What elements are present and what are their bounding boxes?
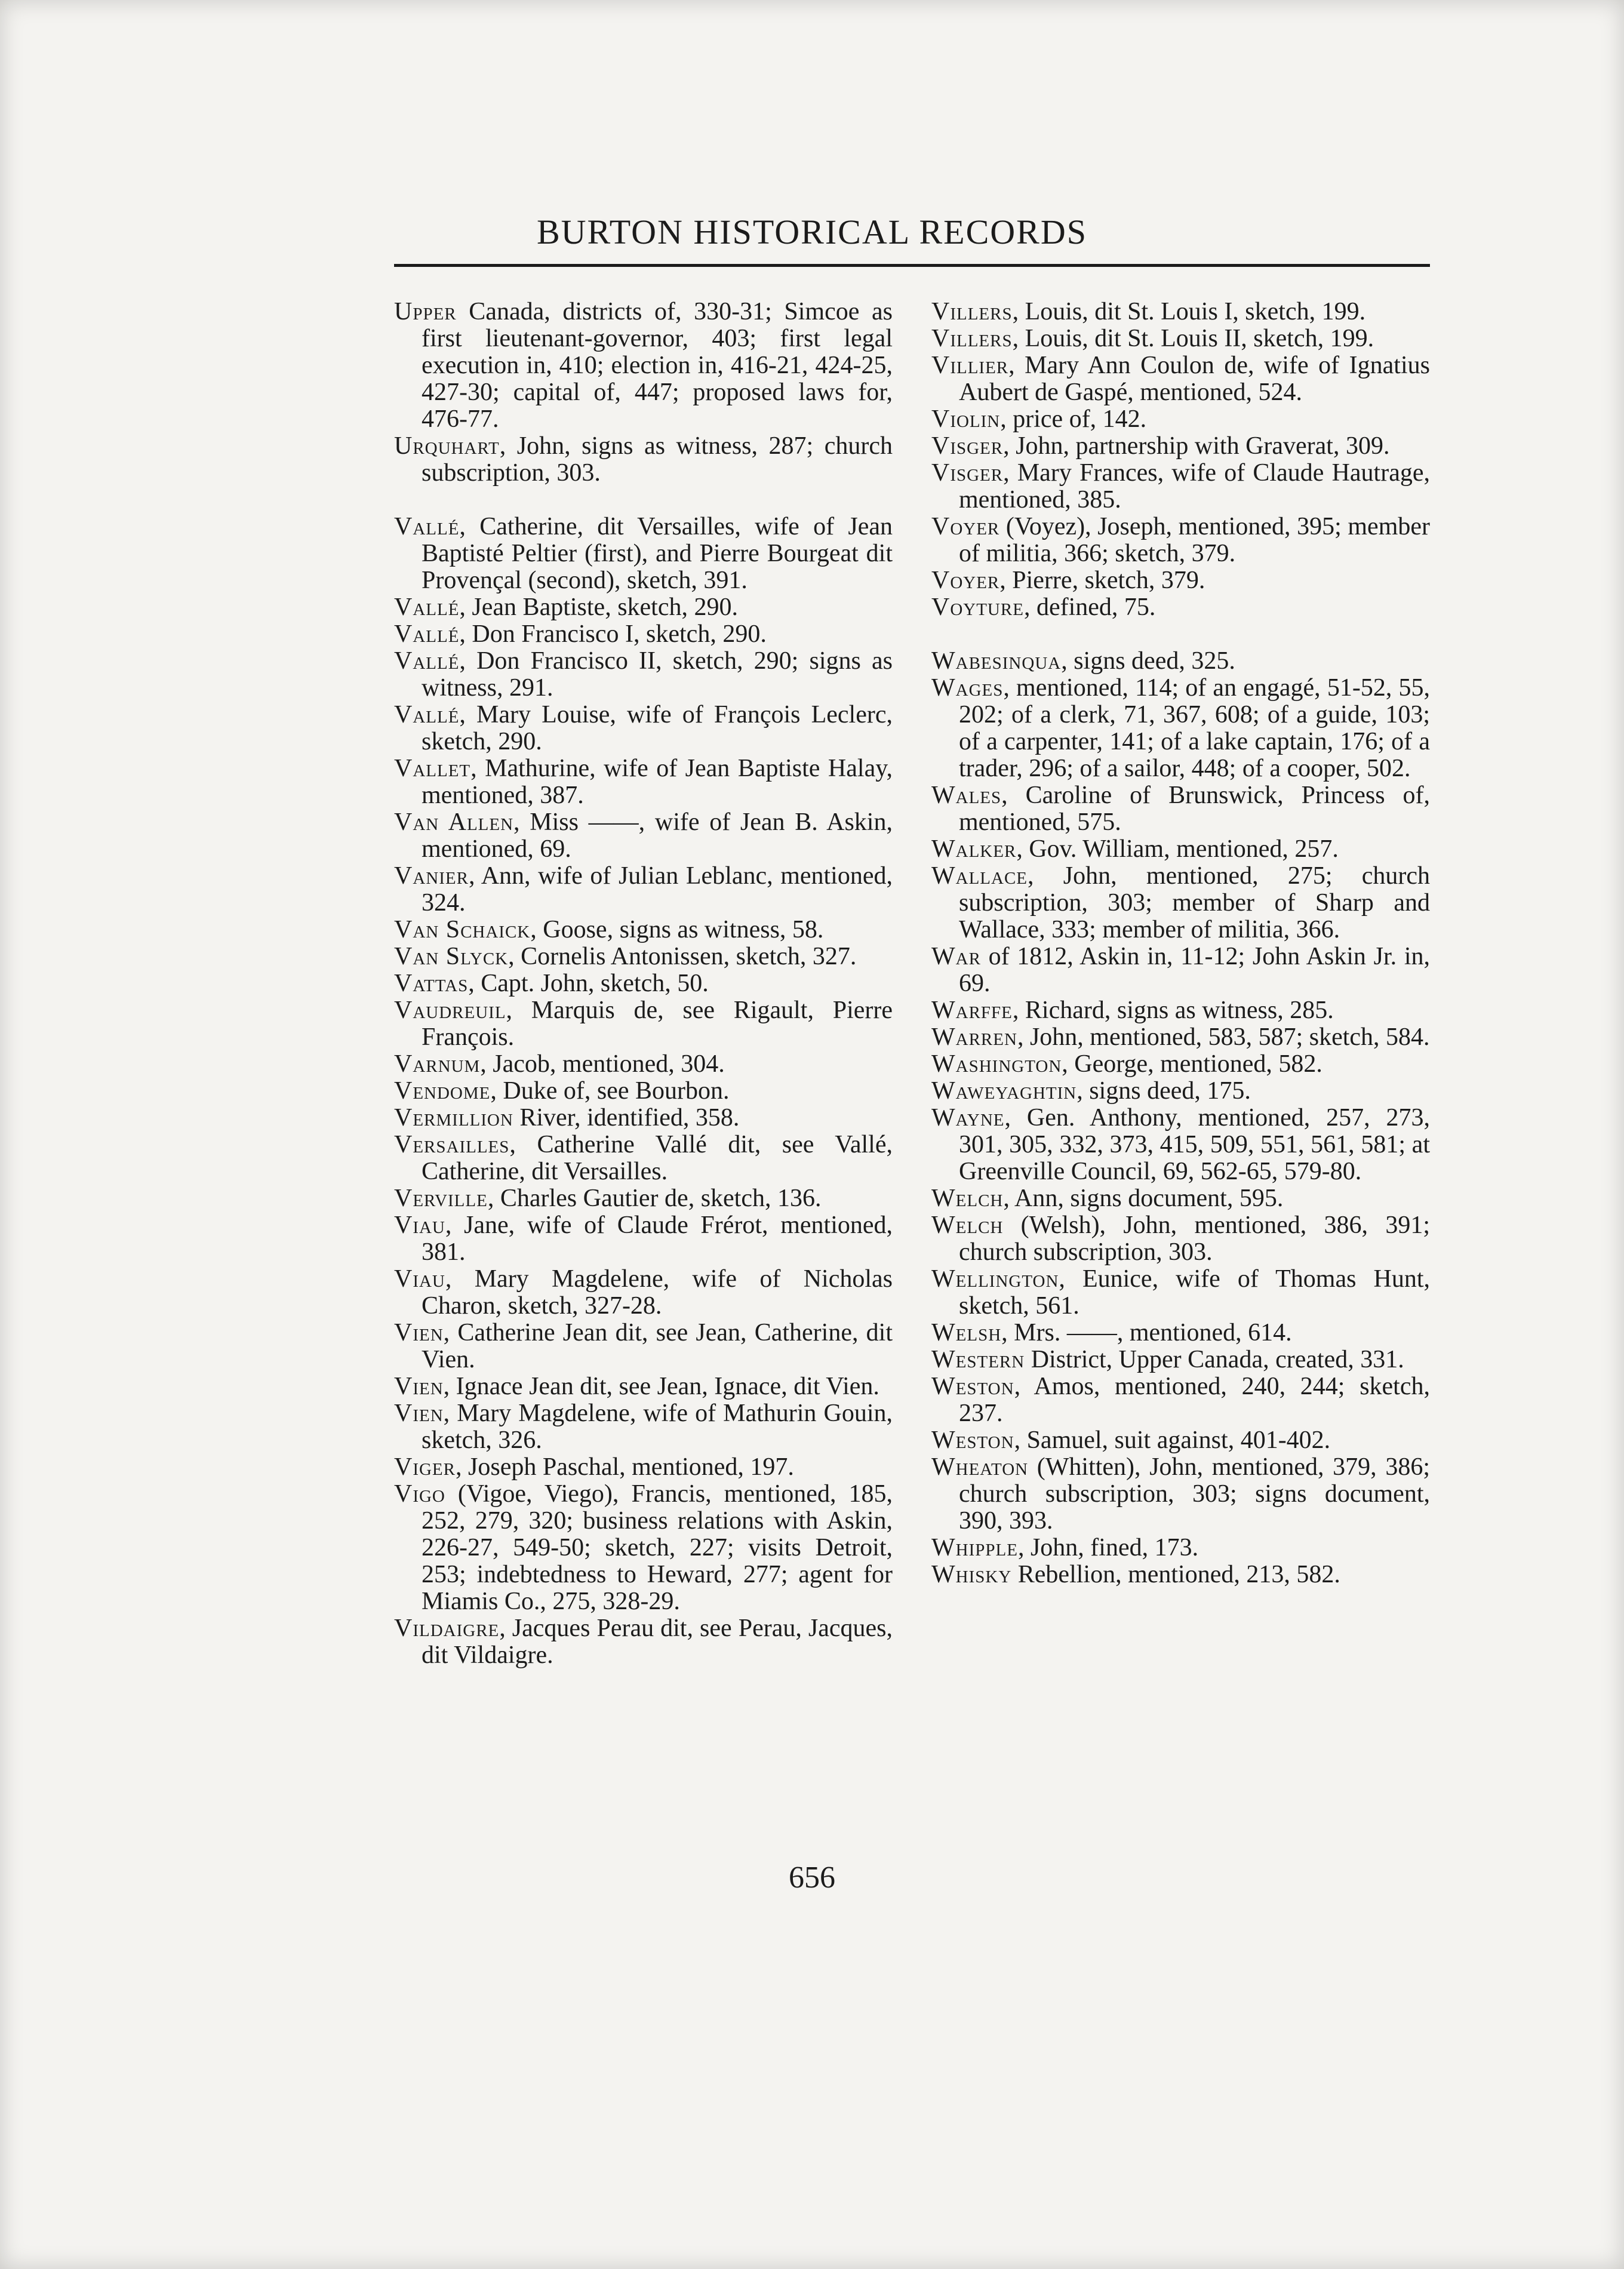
entry-heading: Vildaigre: [394, 1615, 500, 1642]
entry-text: , Samuel, suit against, 401-402.: [1014, 1426, 1331, 1454]
index-entry: [931, 863, 1430, 943]
entry-heading: Vien: [394, 1373, 444, 1400]
entry-heading: Villers: [931, 325, 1013, 352]
entry-text: , Mrs. ——, mentioned, 614.: [1001, 1319, 1292, 1346]
index-entry: [931, 1212, 1430, 1266]
index-entry: [931, 997, 1430, 1024]
entry-heading: Vallé: [394, 647, 460, 675]
entry-heading: Van Schaick: [394, 916, 531, 943]
entry-heading: Wayne: [931, 1104, 1005, 1132]
entry-text: , John, partnership with Graverat, 309.: [1003, 432, 1390, 460]
index-entry: [394, 970, 893, 997]
entry-heading: Voyer: [931, 513, 1000, 540]
entry-heading: Welsh: [931, 1319, 1002, 1346]
entry-heading: Voyer: [931, 567, 1000, 594]
entry-text: of 1812, Askin in, 11-12; John Askin Jr. in, 69.: [959, 943, 1430, 997]
index-entry: [931, 1105, 1430, 1185]
entry-text: , signs deed, 325.: [1061, 647, 1235, 675]
entry-heading: Welch: [931, 1212, 1004, 1239]
entry-text: Rebellion, mentioned, 213, 582.: [1011, 1561, 1340, 1588]
entry-heading: Visger: [931, 432, 1004, 460]
entry-text: , signs deed, 175.: [1076, 1077, 1251, 1105]
entry-text: , Jane, wife of Claude Frérot, mentioned, 381.: [422, 1212, 893, 1266]
entry-heading: Versailles: [394, 1131, 510, 1158]
index-entry: [931, 1427, 1430, 1454]
entry-text: , Mary Magdelene, wife of Nicholas Charon, sketch, 327-28.: [422, 1265, 893, 1320]
index-entry: [394, 997, 893, 1051]
entry-heading: Upper: [394, 298, 457, 325]
index-entry: [931, 836, 1430, 863]
header-rule: [394, 264, 1430, 267]
entry-heading: Viau: [394, 1265, 445, 1293]
entry-text: , Caroline of Brunswick, Princess of, mentioned, 575.: [959, 782, 1430, 836]
entry-heading: Wallace: [931, 862, 1028, 890]
index-entry: [931, 782, 1430, 836]
entry-heading: Whisky: [931, 1561, 1012, 1588]
entry-heading: Van Allen: [394, 808, 514, 836]
index-entry: [394, 1373, 893, 1400]
entry-heading: Wales: [931, 782, 1002, 809]
index-entry: [931, 514, 1430, 567]
index-entry: [931, 1320, 1430, 1346]
entry-heading: Vaudreuil: [394, 997, 506, 1024]
entry-text: , John, fined, 173.: [1017, 1534, 1199, 1561]
entry-text: , John, signs as witness, 287; church subscription, 303.: [422, 432, 893, 487]
entry-text: , Ann, wife of Julian Leblanc, mentioned, 324.: [422, 862, 893, 917]
entry-text: , Capt. John, sketch, 50.: [468, 970, 709, 997]
entry-heading: Walker: [931, 835, 1017, 863]
index-entry: [394, 1185, 893, 1212]
entry-heading: Wages: [931, 674, 1004, 702]
entry-text: (Whitten), John, mentioned, 379, 386; church subscription, 303; signs document, 390, 393.: [959, 1453, 1430, 1535]
entry-text: , Ann, signs document, 595.: [1003, 1185, 1284, 1212]
index-entry: [931, 460, 1430, 514]
entry-text: , Jean Baptiste, sketch, 290.: [459, 594, 738, 621]
index-entry: [394, 1051, 893, 1078]
index-entry: [394, 863, 893, 917]
entry-text: , Joseph Paschal, mentioned, 197.: [456, 1453, 794, 1481]
entry-heading: Vendome: [394, 1077, 491, 1105]
index-entry: [394, 917, 893, 943]
entry-heading: Vallet: [394, 755, 471, 782]
index-entry: [394, 755, 893, 809]
entry-heading: Vallé: [394, 701, 460, 728]
entry-text: , Catherine, dit Versailles, wife of Jean Baptisté Peltier (first), and Pierre Bourgeat dit Provençal (second), sketch, 391.: [422, 513, 893, 594]
entry-text: (Voyez), Joseph, mentioned, 395; member of militia, 366; sketch, 379.: [959, 513, 1430, 567]
index-entry: [394, 621, 893, 648]
entry-heading: Verville: [394, 1185, 488, 1212]
entry-text: , Marquis de, see Rigault, Pierre François.: [422, 997, 893, 1051]
index-entry: [931, 1373, 1430, 1427]
index-entry: [931, 1024, 1430, 1051]
entry-heading: Visger: [931, 459, 1004, 487]
index-entry: [394, 299, 893, 433]
entry-text: , Gov. William, mentioned, 257.: [1016, 835, 1339, 863]
index-entry: [931, 1078, 1430, 1105]
index-column-left: [394, 299, 893, 1669]
index-entry: [931, 1561, 1430, 1588]
entry-text: , Pierre, sketch, 379.: [999, 567, 1205, 594]
entry-text: , John, mentioned, 275; church subscription, 303; member of Sharp and Wallace, 333; member of militia, 366.: [959, 862, 1430, 943]
entry-text: , Duke of, see Bourbon.: [490, 1077, 730, 1105]
entry-text: District, Upper Canada, created, 331.: [1025, 1346, 1404, 1373]
entry-heading: Washington: [931, 1050, 1062, 1078]
index-entry: [931, 299, 1430, 325]
entry-text: , Louis, dit St. Louis I, sketch, 199.: [1012, 298, 1366, 325]
entry-heading: Wheaton: [931, 1453, 1029, 1481]
entry-text: (Welsh), John, mentioned, 386, 391; church subscription, 303.: [959, 1212, 1430, 1266]
entry-heading: Vallé: [394, 594, 460, 621]
index-entry: [931, 1051, 1430, 1078]
index-entry: [931, 1454, 1430, 1535]
entry-text: , Mathurine, wife of Jean Baptiste Halay, mentioned, 387.: [422, 755, 893, 809]
entry-heading: Vallé: [394, 620, 460, 648]
entry-heading: War: [931, 943, 981, 970]
index-entry: [394, 1454, 893, 1481]
entry-text: , Mary Frances, wife of Claude Hautrage, mentioned, 385.: [959, 459, 1430, 514]
index-entry: [931, 1266, 1430, 1320]
entry-heading: Wabesinqua: [931, 647, 1062, 675]
entry-heading: Western: [931, 1346, 1025, 1373]
entry-text: , Gen. Anthony, mentioned, 257, 273, 301, 305, 332, 373, 415, 509, 551, 561, 581; at Greenville Council, 69, 562-65, 579-80.: [959, 1104, 1430, 1185]
index-entry: [931, 594, 1430, 621]
entry-heading: Whipple: [931, 1534, 1018, 1561]
index-entry: [394, 1400, 893, 1454]
index-entry: [394, 1078, 893, 1105]
entry-text: (Vigoe, Viego), Francis, mentioned, 185, 252, 279, 320; business relations with Askin, 226-27, 549-50; sketch, 227; visits Detroit, 253; indebtedness to Heward, 277; agent for Miamis Co., 275, 328-29.: [422, 1480, 893, 1615]
entry-heading: Waweyaghtin: [931, 1077, 1077, 1105]
entry-text: , Mary Ann Coulon de, wife of Ignatius Aubert de Gaspé, mentioned, 524.: [959, 352, 1430, 406]
entry-text: , Amos, mentioned, 240, 244; sketch, 237.: [959, 1373, 1430, 1427]
entry-heading: Weston: [931, 1373, 1014, 1400]
entry-heading: Vien: [394, 1319, 444, 1346]
entry-text: , Eunice, wife of Thomas Hunt, sketch, 561.: [959, 1265, 1430, 1320]
entry-text: , Don Francisco II, sketch, 290; signs as witness, 291.: [422, 647, 893, 702]
entry-text: , price of, 142.: [1000, 405, 1147, 433]
index-entry: [931, 1535, 1430, 1561]
entry-text: , Richard, signs as witness, 285.: [1012, 997, 1334, 1024]
index-entry: [394, 1266, 893, 1320]
index-column-right: [931, 299, 1430, 1588]
entry-heading: Violin: [931, 405, 1001, 433]
index-entry: [394, 514, 893, 594]
index-entry: [394, 1132, 893, 1185]
index-entry: [931, 325, 1430, 352]
entry-heading: Viger: [394, 1453, 456, 1481]
entry-heading: Welch: [931, 1185, 1004, 1212]
index-entry: [394, 1105, 893, 1132]
entry-heading: Van Slyck: [394, 943, 509, 970]
entry-text: , Charles Gautier de, sketch, 136.: [487, 1185, 822, 1212]
index-entry: [931, 1346, 1430, 1373]
entry-heading: Weston: [931, 1426, 1014, 1454]
entry-heading: Voyture: [931, 594, 1024, 621]
index-entry: [931, 433, 1430, 460]
entry-heading: Varnum: [394, 1050, 481, 1078]
index-entry: [394, 1481, 893, 1615]
entry-heading: Warffe: [931, 997, 1013, 1024]
index-entry: [931, 675, 1430, 782]
index-entry: [394, 433, 893, 487]
index-entry: [394, 1615, 893, 1669]
entry-heading: Viau: [394, 1212, 445, 1239]
index-entry: [931, 1185, 1430, 1212]
entry-text: , Catherine Vallé dit, see Vallé, Catherine, dit Versailles.: [422, 1131, 893, 1185]
entry-heading: Vigo: [394, 1480, 445, 1508]
index-entry: [394, 943, 893, 970]
running-header: BURTON HISTORICAL RECORDS: [536, 213, 1087, 251]
index-entry: [394, 809, 893, 863]
entry-text: , Catherine Jean dit, see Jean, Catherine, dit Vien.: [422, 1319, 893, 1373]
entry-text: , Cornelis Antonissen, sketch, 327.: [508, 943, 857, 970]
entry-text: , George, mentioned, 582.: [1062, 1050, 1322, 1078]
index-entry: [931, 943, 1430, 997]
entry-text: , Don Francisco I, sketch, 290.: [459, 620, 767, 648]
entry-heading: Villier: [931, 352, 1009, 379]
entry-heading: Warren: [931, 1023, 1017, 1051]
index-entry: [394, 594, 893, 621]
entry-heading: Villers: [931, 298, 1013, 325]
entry-text: , Goose, signs as witness, 58.: [530, 916, 824, 943]
entry-heading: Vattas: [394, 970, 469, 997]
entry-text: , Ignace Jean dit, see Jean, Ignace, dit Vien.: [443, 1373, 879, 1400]
entry-text: , Mary Louise, wife of François Leclerc, sketch, 290.: [422, 701, 893, 755]
index-entry: [931, 352, 1430, 406]
entry-text: , defined, 75.: [1023, 594, 1156, 621]
index-entry: [394, 702, 893, 755]
index-entry: [394, 648, 893, 702]
index-entry: [394, 1320, 893, 1373]
entry-text: , Jacob, mentioned, 304.: [480, 1050, 725, 1078]
index-entry: [931, 648, 1430, 675]
index-entry: [394, 1212, 893, 1266]
entry-heading: Vallé: [394, 513, 460, 540]
entry-heading: Vanier: [394, 862, 469, 890]
entry-text: , Mary Magdelene, wife of Mathurin Gouin, sketch, 326.: [422, 1400, 893, 1454]
entry-text: , Louis, dit St. Louis II, sketch, 199.: [1012, 325, 1374, 352]
page-number: 656: [789, 1861, 835, 1895]
entry-text: , John, mentioned, 583, 587; sketch, 584.: [1017, 1023, 1430, 1051]
entry-heading: Urquhart: [394, 432, 500, 460]
entry-heading: Vermillion: [394, 1104, 513, 1132]
index-entry: [931, 406, 1430, 433]
entry-text: Canada, districts of, 330-31; Simcoe as first lieutenant-governor, 403; first legal execution in, 410; election in, 416-21, 424-25, 427-30; capital of, 447; proposed laws for, 476-77.: [422, 298, 893, 433]
entry-text: , Jacques Perau dit, see Perau, Jacques, dit Vildaigre.: [422, 1615, 893, 1669]
entry-heading: Vien: [394, 1400, 444, 1427]
index-entry: [931, 567, 1430, 594]
entry-text: River, identified, 358.: [513, 1104, 740, 1132]
entry-text: , mentioned, 114; of an engagé, 51-52, 55, 202; of a clerk, 71, 367, 608; of a guide, 103; of a carpenter, 141; of a lake captain, 176; of a trader, 296; of a sailor, 448; of a cooper, 502.: [959, 674, 1430, 782]
entry-text: , Miss ——, wife of Jean B. Askin, mentioned, 69.: [422, 808, 893, 863]
entry-heading: Wellington: [931, 1265, 1059, 1293]
